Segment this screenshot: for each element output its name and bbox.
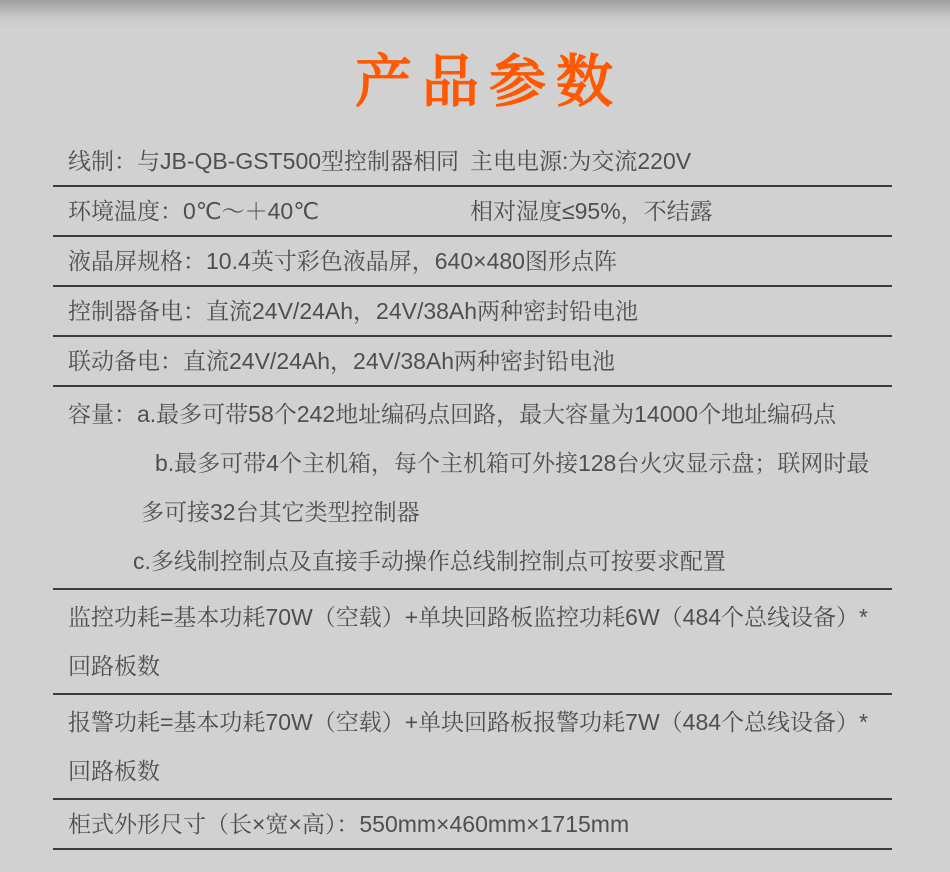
spec-row-wire-type	[53, 137, 892, 187]
spec-monitor-power-formula-continued: 回路板数	[68, 653, 160, 679]
spec-row-controller-backup-power	[53, 287, 892, 337]
spec-monitor-power-formula: 监控功耗=基本功耗70W（空载）+单块回路板监控功耗6W（484个总线设备）*	[68, 604, 868, 630]
spec-capacity-line-c: c.多线制控制点及直接手动操作总线制控制点可按要求配置	[133, 548, 726, 574]
page-title: 产品参数	[355, 50, 623, 114]
spec-alarm-power-formula: 报警功耗=基本功耗70W（空载）+单块回路板报警功耗7W（484个总线设备）*	[68, 709, 868, 735]
spec-row-lcd	[53, 237, 892, 287]
spec-cabinet-dimensions: 柜式外形尺寸（长×宽×高）：550mm×460mm×1715mm	[68, 811, 630, 837]
spec-capacity-line-a: 容量：a.最多可带58个242地址编码点回路，最大容量为14000个地址编码点	[68, 401, 837, 427]
spec-lcd-size: 液晶屏规格：10.4英寸彩色液晶屏，640×480图形点阵	[68, 248, 617, 274]
top-shadow-gradient	[0, 0, 950, 30]
spec-main-power: 主电电源:为交流220V	[470, 148, 692, 174]
spec-table	[53, 137, 892, 850]
spec-ambient-temperature: 环境温度：0℃～＋40℃	[68, 198, 320, 224]
spec-linkage-backup-power: 联动备电：直流24V/24Ah，24V/38Ah两种密封铅电池	[68, 348, 616, 374]
spec-row-environment	[53, 187, 892, 237]
spec-wire-type: 线制：与JB-QB-GST500型控制器相同	[68, 148, 460, 174]
spec-row-linkage-backup-power	[53, 337, 892, 387]
spec-relative-humidity: 相对湿度≤95%，不结露	[470, 198, 713, 224]
spec-controller-backup-power: 控制器备电：直流24V/24Ah，24V/38Ah两种密封铅电池	[68, 298, 639, 324]
spec-row-alarm-power-consumption	[53, 695, 892, 800]
spec-capacity-line-b: b.最多可带4个主机箱，每个主机箱可外接128台火灾显示盘；联网时最	[155, 450, 870, 476]
spec-capacity-line-b-continued: 多可接32台其它类型控制器	[141, 499, 420, 525]
spec-row-capacity	[53, 387, 892, 590]
spec-alarm-power-formula-continued: 回路板数	[68, 758, 160, 784]
spec-row-cabinet-dimensions	[53, 800, 892, 850]
spec-row-monitor-power-consumption	[53, 590, 892, 695]
